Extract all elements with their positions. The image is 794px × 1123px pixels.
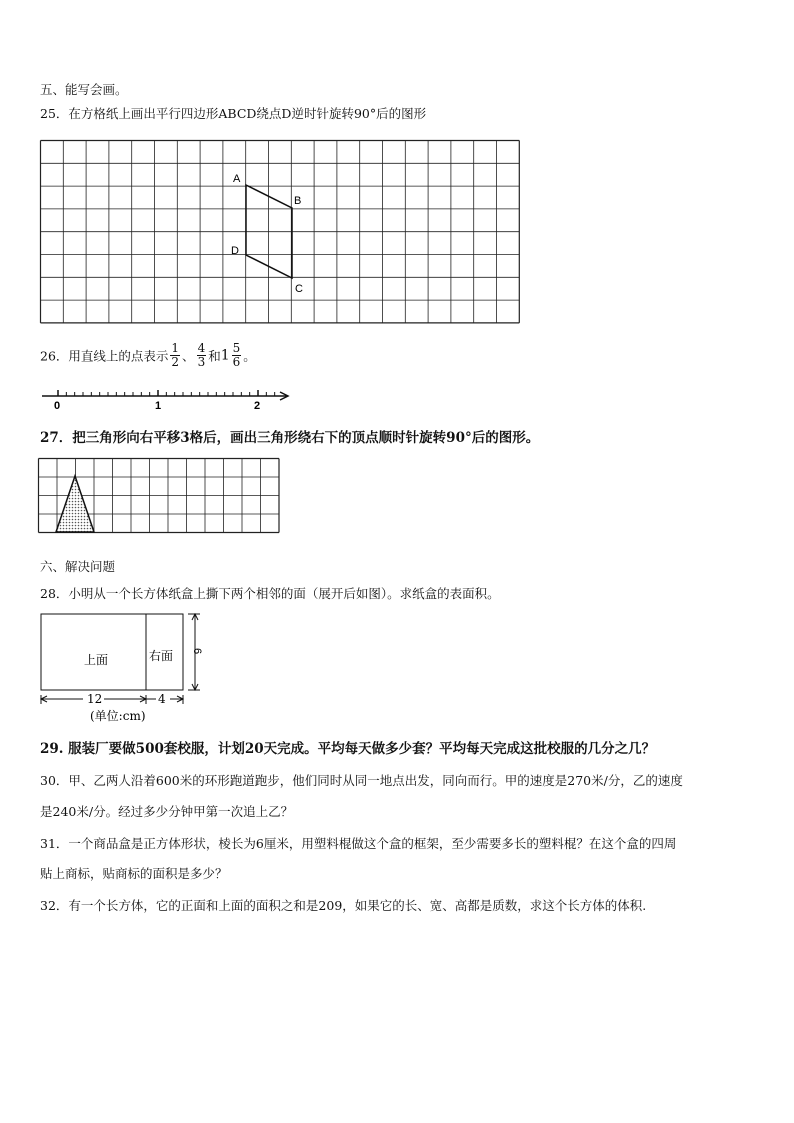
section-5-title: 五、能写会画。	[40, 82, 128, 97]
right-face-label: 右面	[149, 649, 174, 663]
mixed-numerator: 5	[232, 341, 241, 355]
axis-label-2: 2	[254, 400, 261, 412]
point-a-label: A	[233, 173, 241, 185]
net-diagram	[38, 612, 208, 727]
point-c-label: C	[295, 283, 303, 295]
frac1-denominator: 2	[171, 355, 180, 369]
point-b-label: B	[294, 195, 302, 207]
q26-sep1: 、	[182, 348, 195, 364]
question-27-text: 27．把三角形向右平移3格后，画出三角形绕右下的顶点顺时针旋转90°后的图形。	[40, 430, 540, 446]
width-label: 4	[158, 692, 166, 706]
length-label: 12	[87, 692, 103, 706]
frac2-denominator: 3	[197, 355, 206, 369]
fraction-four-thirds	[197, 342, 207, 369]
unit-label: (单位:cm)	[90, 709, 146, 723]
question-28-text: 28．小明从一个长方体纸盒上撕下两个相邻的面（展开后如图）。求纸盒的表面积。	[40, 586, 500, 601]
question-31-line-2: 贴上商标，贴商标的面积是多少？	[40, 866, 228, 881]
mixed-whole: 1	[220, 347, 230, 364]
fraction-five-sixths	[232, 342, 242, 369]
point-d-label: D	[231, 245, 239, 257]
height-label: 6	[191, 648, 203, 655]
question-30-line-2: 是240米/分。经过多少分钟甲第一次追上乙？	[40, 804, 294, 819]
question-25-text: 25．在方格纸上画出平行四边形ABCD绕点D逆时针旋转90°后的图形	[40, 106, 427, 121]
axis-label-0: 0	[54, 400, 61, 412]
q26-prefix: 26．用直线上的点表示	[40, 348, 169, 364]
question-26-text	[40, 342, 256, 369]
section-6-title: 六、解决问题	[40, 559, 116, 574]
q26-suffix: 。	[243, 348, 256, 364]
frac1-numerator: 1	[171, 341, 180, 355]
question-27-grid	[38, 458, 280, 534]
fraction-one-half	[170, 342, 180, 369]
frac2-numerator: 4	[197, 341, 206, 355]
mixed-denominator: 6	[232, 355, 241, 369]
shaded-triangle	[56, 476, 94, 532]
top-face-label: 上面	[84, 653, 109, 667]
axis-label-1: 1	[155, 400, 162, 412]
question-32-text: 32．有一个长方体，它的正面和上面的面积之和是209，如果它的长、宽、高都是质数，求这个长方体的体积.	[40, 898, 647, 913]
question-29-text: 29. 服装厂要做500套校服，计划20天完成。平均每天做多少套？平均每天完成这批校服的几分之几？	[40, 741, 656, 757]
q26-sep2: 和	[208, 348, 221, 364]
question-31-line-1: 31．一个商品盒是正方体形状，棱长为6厘米，用塑料棍做这个盒的框架，至少需要多长的塑料棍？在这个盒的四周	[40, 836, 677, 851]
number-line	[42, 386, 292, 412]
question-25-grid	[40, 140, 520, 326]
question-30-line-1: 30．甲、乙两人沿着600米的环形跑道跑步，他们同时从同一地点出发，同向而行。甲的速度是270米/分，乙的速度	[40, 773, 683, 788]
